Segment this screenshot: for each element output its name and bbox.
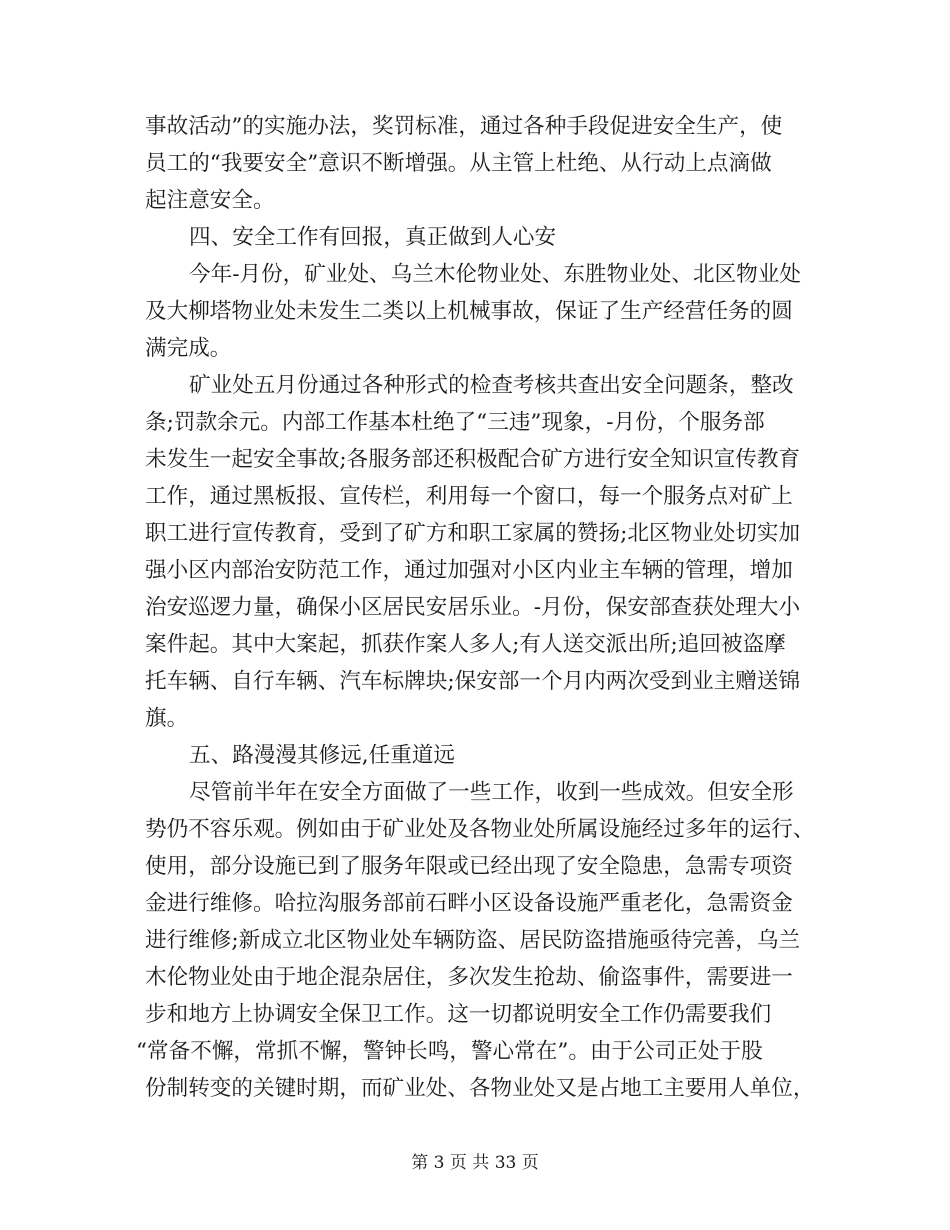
body-text-line: 今年-月份，矿业处、乌兰木伦物业处、东胜物业处、北区物业处 bbox=[189, 262, 801, 287]
body-text-line: 事故活动”的实施办法，奖罚标准，通过各种手段促进安全生产，使 bbox=[145, 114, 783, 139]
body-text-line: 满完成。 bbox=[145, 336, 232, 361]
body-text-line: “常备不懈，常抓不懈，警钟长鸣，警心常在”。由于公司正处于股 bbox=[136, 1039, 763, 1064]
body-text-line: 进行维修;新成立北区物业处车辆防盗、居民防盗措施亟待完善，乌兰 bbox=[145, 928, 801, 953]
body-text-line: 及大柳塔物业处未发生二类以上机械事故，保证了生产经营任务的圆 bbox=[145, 299, 793, 324]
body-text-line: 矿业处五月份通过各种形式的检查考核共查出安全问题条，整改 bbox=[189, 373, 794, 398]
body-text-line: 治安巡逻力量，确保小区居民安居乐业。-月份，保安部查获处理大小 bbox=[145, 595, 801, 620]
body-text-line: 起注意安全。 bbox=[145, 188, 275, 213]
body-text-line: 木伦物业处由于地企混杂居住，多次发生抢劫、偷盗事件，需要进一 bbox=[145, 965, 793, 990]
body-text-line: 步和地方上协调安全保卫工作。这一切都说明安全工作仍需要我们 bbox=[145, 1002, 772, 1027]
body-text-line: 职工进行宣传教育，受到了矿方和职工家属的赞扬;北区物业处切实加 bbox=[145, 521, 801, 546]
body-text-line: 案件起。其中大案起，抓获作案人多人;有人送交派出所;追回被盗摩 bbox=[145, 632, 786, 657]
body-text-line: 未发生一起安全事故;各服务部还积极配合矿方进行安全知识宣传教育 bbox=[145, 447, 801, 472]
body-text-line: 托车辆、自行车辆、汽车标牌块;保安部一个月内两次受到业主赠送锦 bbox=[145, 669, 801, 694]
body-text-line: 金进行维修。哈拉沟服务部前石畔小区设备设施严重老化，急需资金 bbox=[145, 891, 793, 916]
body-text-line: 工作，通过黑板报、宣传栏，利用每一个窗口，每一个服务点对矿上 bbox=[145, 484, 793, 509]
body-text-line: 势仍不容乐观。例如由于矿业处及各物业处所属设施经过多年的运行、 bbox=[145, 817, 815, 842]
body-text-line: 旗。 bbox=[145, 706, 189, 731]
body-text-line: 强小区内部治安防范工作，通过加强对小区内业主车辆的管理，增加 bbox=[145, 558, 793, 583]
body-text-line: 尽管前半年在安全方面做了一些工作，收到一些成效。但安全形 bbox=[189, 780, 794, 805]
body-text-line: 条;罚款余元。内部工作基本杜绝了“三违”现象，-月份，个服务部 bbox=[145, 410, 765, 435]
page-number-footer: 第 3 页 共 33 页 bbox=[411, 1153, 539, 1173]
section-heading: 四、安全工作有回报，真正做到人心安 bbox=[189, 225, 557, 250]
body-text-line: 份制转变的关键时期，而矿业处、各物业处又是占地工主要用人单位， bbox=[145, 1076, 815, 1101]
body-text-line: 使用，部分设施已到了服务年限或已经出现了安全隐患，急需专项资 bbox=[145, 854, 793, 879]
body-text-line: 员工的“我要安全”意识不断增强。从主管上杜绝、从行动上点滴做 bbox=[145, 151, 772, 176]
section-heading: 五、路漫漫其修远,任重道远 bbox=[189, 743, 455, 768]
